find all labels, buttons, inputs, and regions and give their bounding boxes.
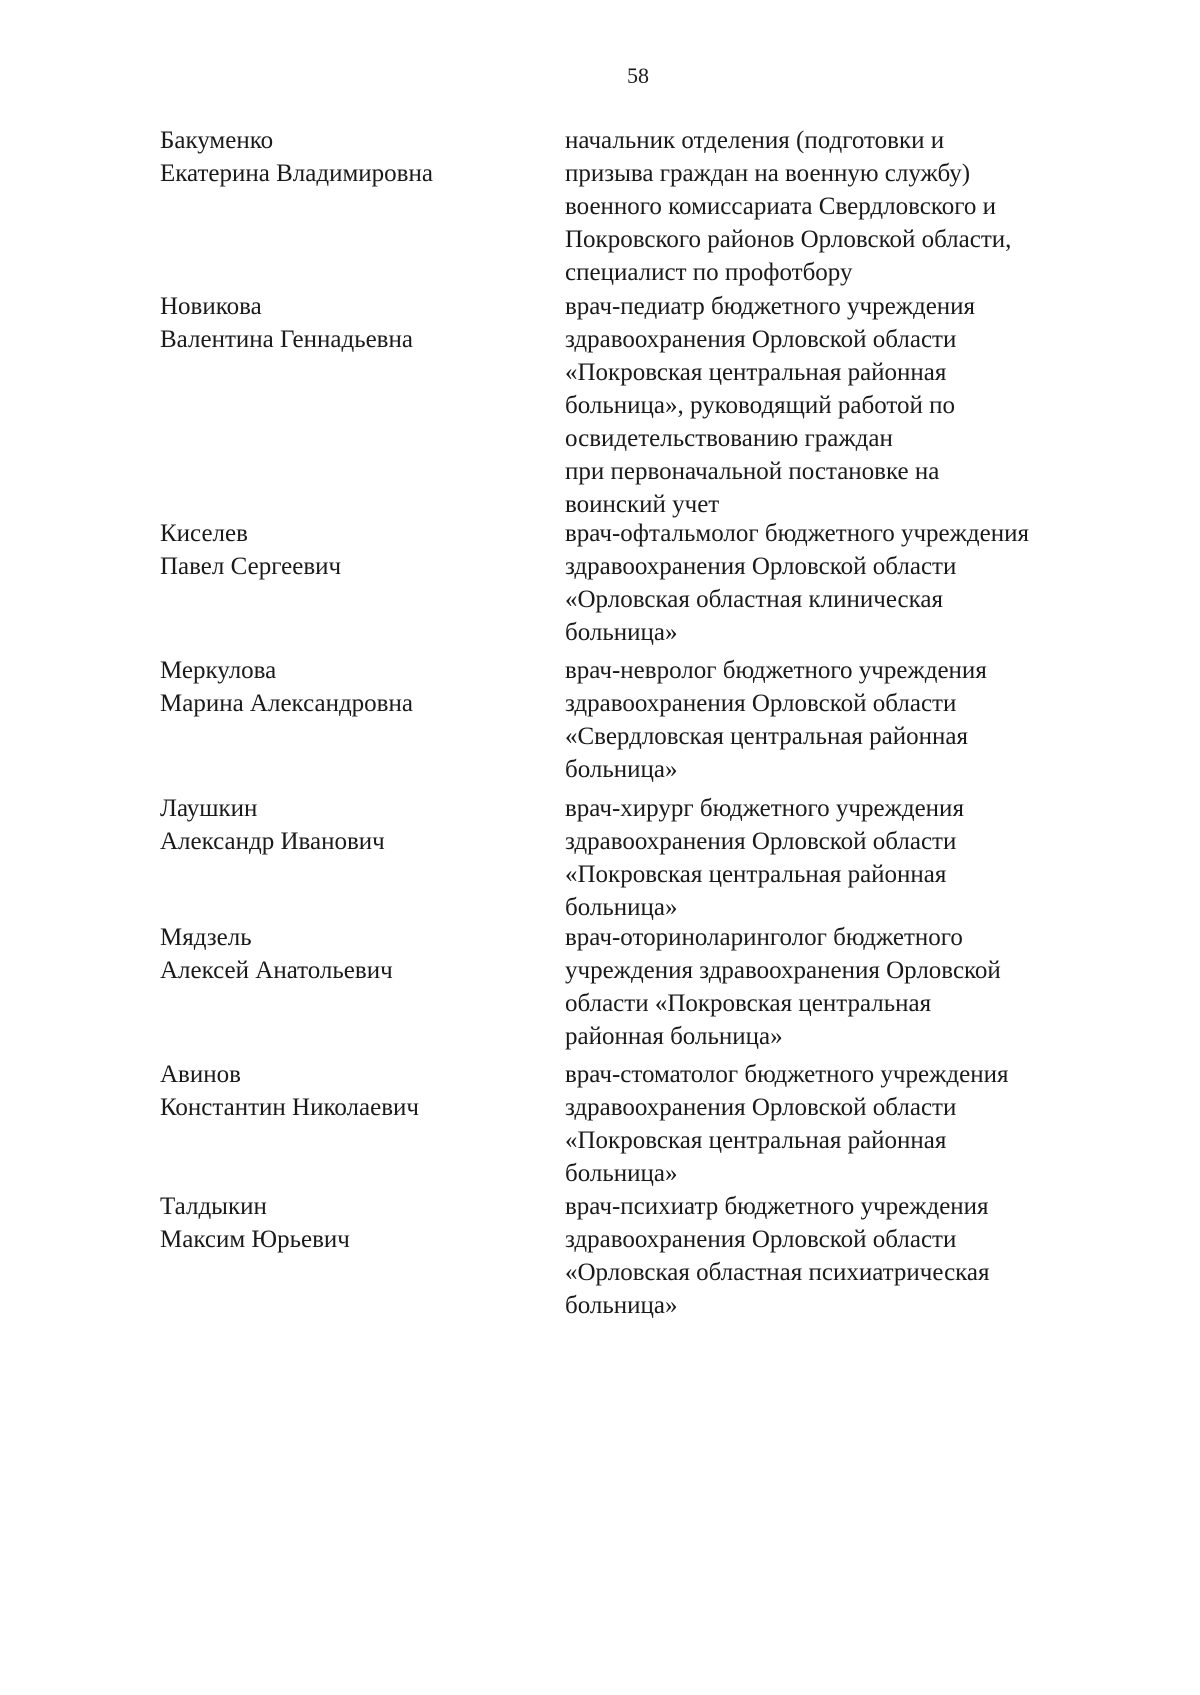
member-position bbox=[565, 654, 1125, 786]
member-position-line: при первоначальной постановке на bbox=[565, 458, 940, 485]
member-name bbox=[160, 792, 540, 858]
member-name bbox=[160, 654, 540, 720]
member-surname: Бакуменко bbox=[160, 127, 274, 154]
member-position-line: «Покровская центральная районная bbox=[565, 861, 947, 888]
member-position-line: врач-стоматолог бюджетного учреждения bbox=[565, 1061, 1009, 1088]
member-surname: Талдыкин bbox=[160, 1193, 267, 1220]
member-position-line: врач-психиатр бюджетного учреждения bbox=[565, 1193, 989, 1220]
member-position-line: больница» bbox=[565, 894, 678, 921]
member-position-line: «Орловская областная психиатрическая bbox=[565, 1259, 990, 1286]
member-position-line: здравоохранения Орловской области bbox=[565, 553, 957, 580]
member-position-line: военного комиссариата Свердловского и bbox=[565, 193, 996, 220]
member-surname: Меркулова bbox=[160, 657, 277, 684]
member-position-line: начальник отделения (подготовки и bbox=[565, 127, 945, 154]
member-position-line: больница» bbox=[565, 1292, 678, 1319]
member-position bbox=[565, 290, 1125, 521]
member-name bbox=[160, 124, 540, 190]
member-position-line: врач-невролог бюджетного учреждения bbox=[565, 657, 987, 684]
member-given-names: Марина Александровна bbox=[160, 690, 413, 717]
member-position-line: здравоохранения Орловской области bbox=[565, 1094, 957, 1121]
member-surname: Новикова bbox=[160, 293, 262, 320]
member-position-line: здравоохранения Орловской области bbox=[565, 828, 957, 855]
member-name bbox=[160, 1058, 540, 1124]
member-position bbox=[565, 1058, 1125, 1190]
member-position-line: врач-педиатр бюджетного учреждения bbox=[565, 293, 976, 320]
member-position-line: «Свердловская центральная районная bbox=[565, 723, 968, 750]
page-number: 58 bbox=[627, 63, 649, 88]
member-position-line: освидетельствованию граждан bbox=[565, 425, 893, 452]
member-position-line: здравоохранения Орловской области bbox=[565, 690, 957, 717]
member-position bbox=[565, 1190, 1125, 1322]
member-position-line: врач-оториноларинголог бюджетного bbox=[565, 924, 963, 951]
member-position-line: Покровского районов Орловской области, bbox=[565, 226, 1012, 253]
member-position-line: призыва граждан на военную службу) bbox=[565, 160, 971, 187]
member-surname: Мядзель bbox=[160, 924, 252, 951]
member-name bbox=[160, 290, 540, 356]
member-position-line: «Покровская центральная районная bbox=[565, 1127, 947, 1154]
member-surname: Авинов bbox=[160, 1061, 241, 1088]
member-name bbox=[160, 517, 540, 583]
member-position-line: учреждения здравоохранения Орловской bbox=[565, 957, 1001, 984]
member-surname: Лаушкин bbox=[160, 795, 258, 822]
member-position-line: врач-офтальмолог бюджетного учреждения bbox=[565, 520, 1029, 547]
member-position-line: врач-хирург бюджетного учреждения bbox=[565, 795, 964, 822]
member-given-names: Максим Юрьевич bbox=[160, 1226, 350, 1253]
member-position-line: области «Покровская центральная bbox=[565, 990, 932, 1017]
member-position-line: специалист по профотбору bbox=[565, 259, 853, 286]
member-given-names: Константин Николаевич bbox=[160, 1094, 419, 1121]
member-given-names: Алексей Анатольевич bbox=[160, 957, 393, 984]
member-position-line: районная больница» bbox=[565, 1023, 783, 1050]
member-surname: Киселев bbox=[160, 520, 248, 547]
member-position-line: воинский учет bbox=[565, 491, 720, 518]
member-given-names: Екатерина Владимировна bbox=[160, 160, 433, 187]
member-position bbox=[565, 792, 1125, 924]
member-position bbox=[565, 517, 1125, 649]
member-position bbox=[565, 921, 1125, 1053]
member-position-line: здравоохранения Орловской области bbox=[565, 1226, 957, 1253]
member-position-line: «Покровская центральная районная bbox=[565, 359, 947, 386]
member-position-line: больница» bbox=[565, 619, 678, 646]
member-name bbox=[160, 921, 540, 987]
member-position-line: здравоохранения Орловской области bbox=[565, 326, 957, 353]
member-position bbox=[565, 124, 1125, 289]
member-name bbox=[160, 1190, 540, 1256]
member-given-names: Валентина Геннадьевна bbox=[160, 326, 413, 353]
member-position-line: «Орловская областная клиническая bbox=[565, 586, 943, 613]
member-position-line: больница» bbox=[565, 756, 678, 783]
member-position-line: больница», руководящий работой по bbox=[565, 392, 956, 419]
member-position-line: больница» bbox=[565, 1160, 678, 1187]
member-given-names: Павел Сергеевич bbox=[160, 553, 342, 580]
member-given-names: Александр Иванович bbox=[160, 828, 385, 855]
